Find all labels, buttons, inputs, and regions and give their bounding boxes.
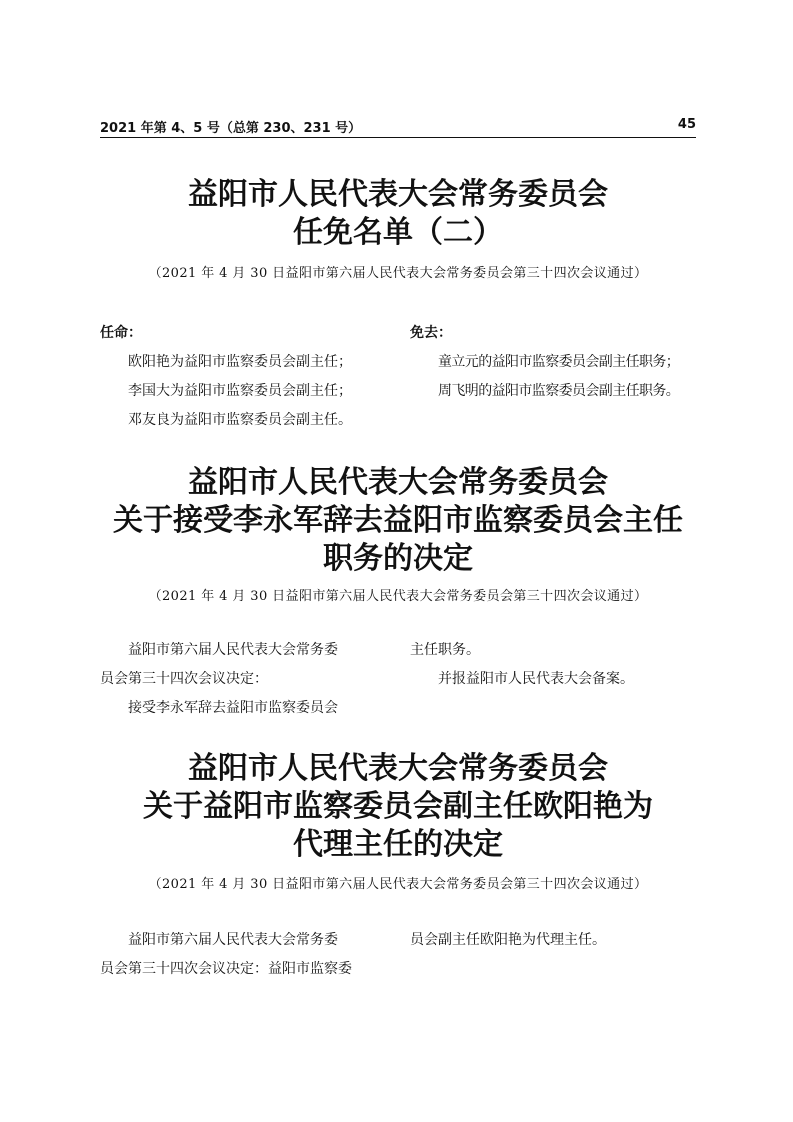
section1-title-line2: 任免名单（二） [293, 215, 503, 250]
section3-title-line3: 代理主任的决定 [293, 827, 503, 862]
section2-body-line: 员会第三十四次会议决定： [100, 671, 268, 687]
dismiss-heading: 免去： [410, 325, 452, 341]
section3-body-line: 益阳市第六届人民代表大会常务委 [128, 932, 338, 948]
dismissal-item: 童立元的益阳市监察委员会副主任职务； [438, 354, 680, 370]
section3-body-line: 员会第三十四次会议决定：益阳市监察委 [100, 961, 352, 977]
section2-body-line: 并报益阳市人民代表大会备案。 [438, 671, 634, 687]
section3-body-line: 员会副主任欧阳艳为代理主任。 [410, 932, 606, 948]
appointment-item: 李国大为益阳市监察委员会副主任； [128, 383, 352, 399]
section3-title-line2: 关于益阳市监察委员会副主任欧阳艳为 [143, 789, 653, 824]
dismissal-item: 周飞明的益阳市监察委员会副主任职务。 [438, 383, 680, 399]
header-rule [100, 137, 696, 138]
section2-title-line1: 益阳市人民代表大会常务委员会 [188, 465, 608, 500]
section2-subtitle: （2021 年 4 月 30 日益阳市第六届人民代表大会常务委员会第三十四次会议通过） [148, 589, 648, 604]
section1-title-line1: 益阳市人民代表大会常务委员会 [188, 177, 608, 212]
page-number: 45 [677, 117, 696, 132]
section3-title-line1: 益阳市人民代表大会常务委员会 [188, 751, 608, 786]
section2-body-line: 主任职务。 [410, 642, 480, 658]
section3-subtitle: （2021 年 4 月 30 日益阳市第六届人民代表大会常务委员会第三十四次会议通过） [148, 877, 648, 892]
section2-title-line3: 职务的决定 [323, 541, 473, 576]
page-header [100, 117, 696, 135]
section2-body-line: 接受李永军辞去益阳市监察委员会 [128, 700, 338, 716]
section2-title-line2: 关于接受李永军辞去益阳市监察委员会主任 [113, 503, 683, 538]
section2-body-line: 益阳市第六届人民代表大会常务委 [128, 642, 338, 658]
issue-label: 2021 年第 4、5 号（总第 230、231 号） [100, 121, 362, 136]
appoint-heading: 任命： [100, 325, 142, 341]
section1-subtitle: （2021 年 4 月 30 日益阳市第六届人民代表大会常务委员会第三十四次会议通过） [148, 266, 648, 281]
appointment-item: 欧阳艳为益阳市监察委员会副主任； [128, 354, 352, 370]
appointment-item: 邓友良为益阳市监察委员会副主任。 [128, 412, 352, 428]
